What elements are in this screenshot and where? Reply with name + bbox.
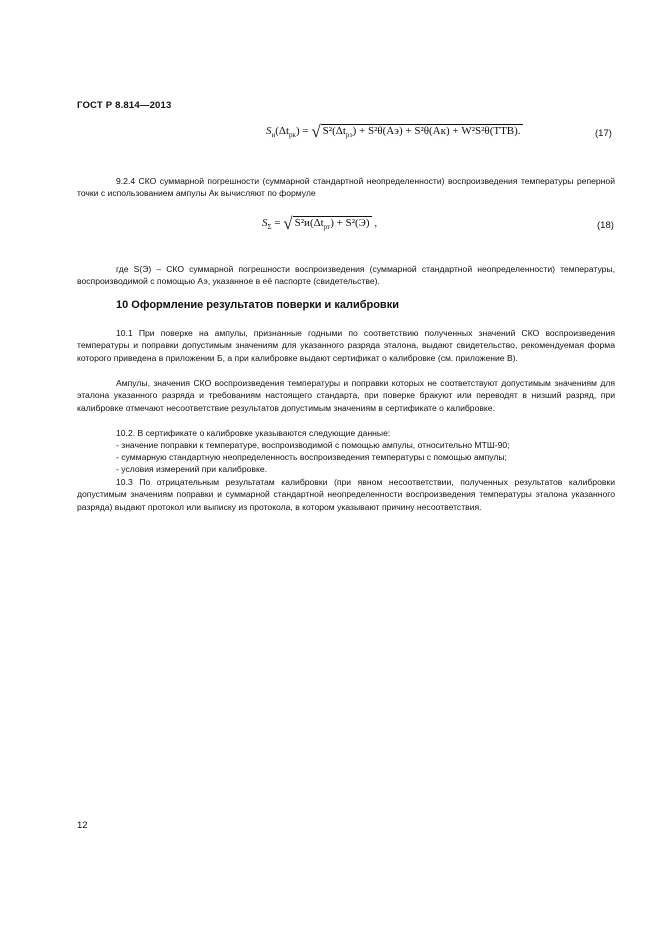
list-item: - условия измерений при калибровке. bbox=[116, 464, 267, 474]
page-number: 12 bbox=[77, 820, 88, 831]
formula-18-lhs: $S_\Sigma$ = bbox=[262, 217, 281, 232]
formula-18-radicand: $S^2и(\Delta t_{рт}) + S^2(Э)$ bbox=[294, 217, 370, 232]
formula-17 bbox=[266, 122, 523, 142]
radical-sign-icon: √ bbox=[283, 214, 293, 233]
paragraph-ampuly: Ампулы, значения СКО воспроизведения температуры и поправки которых не соответствуют допустимым значениям для эталона указанного разряда и требованиям настоящего стандарта, при поверке бракуют или переводят в низший разряд, при калибровке отмечают несоответствие результатов допустимым значениям в сертификате о калибровке. bbox=[77, 378, 615, 413]
formula-17-radicand: $S^2(\Delta t_{рэ}) + S^2\theta(Аэ) + S^2\theta(Ак) + W^2S^2\theta(ТТВ)$. bbox=[322, 125, 521, 140]
list-item: - суммарную стандартную неопределенность воспроизведения температуры с помощью ампулы; bbox=[116, 452, 507, 462]
document-code: ГОСТ Р 8.814—2013 bbox=[77, 100, 172, 111]
section-10-title: 10 Оформление результатов поверки и калибровки bbox=[116, 299, 399, 311]
radical-sign-icon: √ bbox=[311, 122, 321, 141]
equation-number-17: (17) bbox=[595, 128, 612, 139]
paragraph-where: где S(Э) – СКО суммарной погрешности воспроизведения (суммарной стандартной неопределенности) температуры, воспроизводимой с помощью Аэ, указанное в её паспорте (свидетельстве). bbox=[77, 264, 615, 287]
paragraph-9-2-4: 9.2.4 СКО суммарной погрешности (суммарной стандартной неопределенности) воспроизведения температуры реперной точки с использованием ампулы Ак вычисляют по формуле bbox=[77, 176, 615, 199]
formula-17-lhs: $S_и(\Delta t_{рк})$ = bbox=[266, 125, 309, 140]
formula-18: $S_\Sigma$ = √ $S^2и(\Delta t_{рт}) + S^2(Э)$ , bbox=[262, 214, 378, 233]
paragraph-10-1: 10.1 При поверке на ампулы, признанные годными по соответствию полученных значений СКО воспроизведения температуры и поправки допустимым значениям для указанного разряда эталона, выдают свидетельство, рекомендуемая форма которого приведена в приложении Б, а при калибровке выдают сертификат о калибровке (см. приложение В). bbox=[77, 328, 615, 363]
list-item: - значение поправки к температуре, воспроизводимой с помощью ампулы, относительно МТШ-90; bbox=[116, 440, 510, 450]
paragraph-10-2: 10.2. В сертификате о калибровке указываются следующие данные: bbox=[116, 428, 391, 438]
equation-number-18: (18) bbox=[597, 220, 614, 231]
paragraph-10-3: 10.3 По отрицательным результатам калибровки (при явном несоответствии, полученных результатов калибровки допустимым значениям поправки и суммарной стандартной неопределенности воспроизведения температуры эталона указанного разряда) выдают протокол или выписку из протокола, в котором указывают причину несоответствия. bbox=[77, 477, 615, 512]
